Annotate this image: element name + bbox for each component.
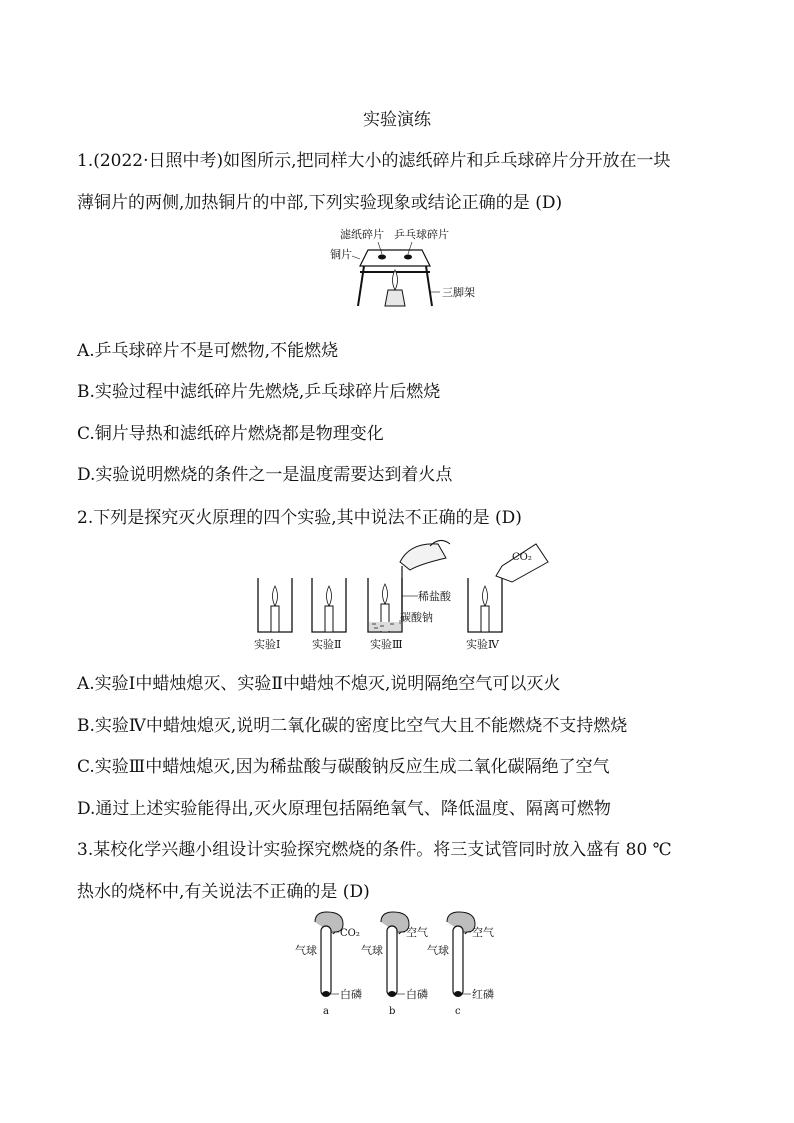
q2-option-a: A.实验Ⅰ中蜡烛熄灭、实验Ⅱ中蜡烛不熄灭,说明隔绝空气可以灭火 [77, 674, 561, 694]
q3-label-b: b [389, 1006, 396, 1017]
page-title: 实验演练 [363, 110, 431, 130]
q2-option-c: C.实验Ⅲ中蜡烛熄灭,因为稀盐酸与碳酸钠反应生成二氧化碳隔绝了空气 [77, 757, 610, 777]
q2-label-exp2: 实验Ⅱ [312, 638, 342, 651]
q1-option-a: A.乒乓球碎片不是可燃物,不能燃烧 [77, 341, 339, 361]
q1-label-tripod: 三脚架 [442, 286, 475, 299]
q3-label-air-2: 空气 [472, 926, 494, 939]
q2-option-d: D.通过上述实验能得出,灭火原理包括隔绝氧气、降低温度、隔离可燃物 [77, 799, 611, 819]
q2-option-b: B.实验Ⅳ中蜡烛熄灭,说明二氧化碳的密度比空气大且不能燃烧不支持燃烧 [77, 716, 628, 736]
beaker-1 [258, 578, 292, 632]
q2-figure [250, 536, 550, 654]
tube-b [381, 912, 409, 997]
q3-label-balloon-2: 气球 [361, 944, 383, 957]
q3-label-white-2: 白磷 [406, 988, 428, 1001]
q1-stem-line2: 薄铜片的两侧,加热铜片的中部,下列实验现象或结论正确的是 (D) [77, 193, 563, 213]
q3-label-red: 红磷 [472, 988, 494, 1001]
q2-label-carbonate: 碳酸钠 [400, 611, 433, 624]
q1-option-c: C.铜片导热和滤纸碎片燃烧都是物理变化 [77, 424, 384, 444]
q2-label-exp1: 实验Ⅰ [254, 638, 281, 651]
tube-a [315, 912, 343, 997]
tube-c [447, 912, 475, 997]
q3-label-c: c [455, 1006, 461, 1017]
q3-stem-line2: 热水的烧杯中,有关说法不正确的是 (D) [77, 882, 370, 902]
q1-stem-line1: 1.(2022·日照中考)如图所示,把同样大小的滤纸碎片和乒乓球碎片分开放在一块 [77, 151, 671, 171]
q2-stem-line1: 2.下列是探究灭火原理的四个实验,其中说法不正确的是 (D) [77, 508, 522, 528]
q3-label-white-1: 白磷 [340, 988, 362, 1001]
q3-label-co2: CO₂ [340, 928, 360, 939]
q2-label-acid: 稀盐酸 [418, 590, 451, 603]
beaker-4 [468, 544, 548, 632]
q3-stem-line1: 3.某校化学兴趣小组设计实验探究燃烧的条件。将三支试管同时放入盛有 80 ℃ [77, 840, 672, 860]
q1-option-d: D.实验说明燃烧的条件之一是温度需要达到着火点 [77, 465, 453, 485]
q3-label-balloon-3: 气球 [427, 944, 449, 957]
q3-label-air-1: 空气 [406, 926, 428, 939]
q3-label-a: a [323, 1006, 329, 1017]
q2-label-co2: CO₂ [512, 552, 532, 563]
q3-label-balloon-1: 气球 [295, 944, 317, 957]
q2-label-exp3: 实验Ⅲ [370, 638, 403, 651]
q1-label-pingpong: 乒乓球碎片 [394, 228, 449, 241]
q3-figure [285, 910, 515, 1020]
beaker-2 [312, 578, 346, 632]
q2-label-exp4: 实验Ⅳ [466, 638, 499, 651]
q1-label-filter: 滤纸碎片 [340, 228, 384, 241]
q1-option-b: B.实验过程中滤纸碎片先燃烧,乒乓球碎片后燃烧 [77, 382, 441, 402]
q1-figure [330, 226, 475, 312]
q1-label-copper: 铜片 [330, 248, 352, 261]
